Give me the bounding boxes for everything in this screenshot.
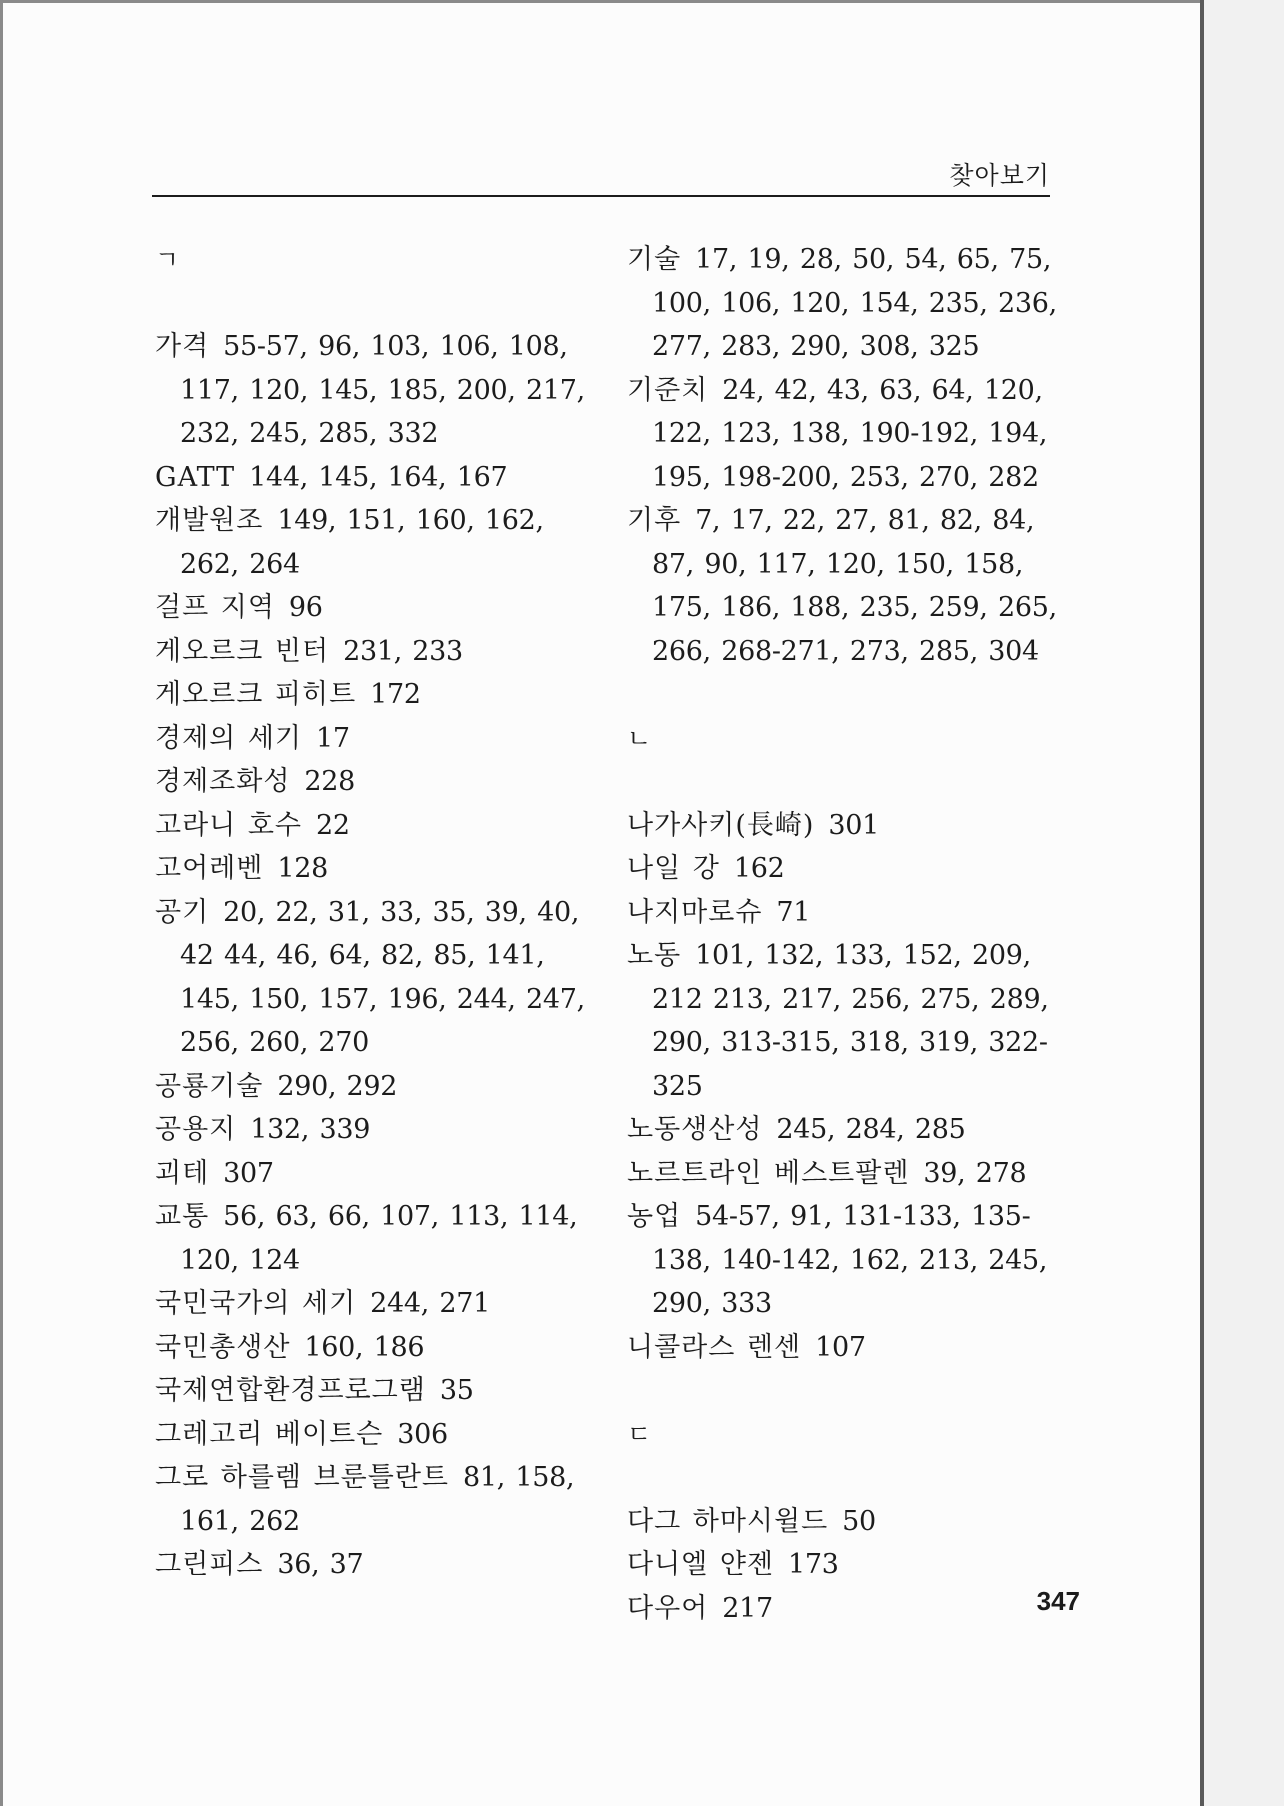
index-page-refs: 20, 22, 31, 33, 35, 39, 40, 42 44, 46, 64, 82, 85, 141, 145, 150, 157, 196, 244, 247, 256, 260, 270 <box>180 896 585 1058</box>
spacer <box>627 673 1077 717</box>
index-page-refs: 173 <box>788 1549 839 1580</box>
index-page-refs: 17 <box>316 722 350 754</box>
index-term: 교통 <box>155 1201 210 1232</box>
index-entry <box>155 499 605 586</box>
spacer <box>627 1456 1077 1500</box>
index-entry <box>155 1543 605 1587</box>
index-section-letter: ㄱ <box>155 245 180 274</box>
page-border-left <box>0 0 3 1806</box>
index-term: 게오르크 빈터 <box>155 635 330 667</box>
index-entry <box>627 934 1077 1108</box>
index-entry <box>155 1326 605 1370</box>
index-column-left <box>155 238 605 1587</box>
index-page-refs: 244, 271 <box>370 1288 490 1319</box>
spacer <box>627 760 1077 804</box>
page-border-top <box>0 0 1204 3</box>
index-term: 공룡기술 <box>155 1070 264 1102</box>
index-entry <box>627 804 1077 848</box>
index-term: 다니엘 얀젠 <box>627 1549 774 1580</box>
index-entry <box>627 369 1077 500</box>
index-entry <box>627 499 1077 673</box>
index-page-refs: 107 <box>815 1331 866 1363</box>
spacer <box>155 282 605 326</box>
index-page-refs: 55-57, 96, 103, 106, 108, 117, 120, 145, 185, 200, 217, 232, 245, 285, 332 <box>180 331 585 449</box>
index-term: 나가사키(長崎) <box>627 809 815 841</box>
index-entry <box>155 673 605 717</box>
index-term: 기술 <box>627 244 682 275</box>
index-term: 기준치 <box>627 374 709 406</box>
index-page-refs: 231, 233 <box>343 635 463 667</box>
index-term: 그레고리 베이트슨 <box>155 1418 384 1450</box>
index-page-refs: 39, 278 <box>923 1157 1027 1189</box>
index-page-refs: 132, 339 <box>250 1114 371 1145</box>
index-entry <box>627 891 1077 935</box>
index-term: 노동생산성 <box>627 1114 763 1145</box>
viewer-margin <box>1204 0 1284 1806</box>
index-term: 개발원조 <box>155 505 264 536</box>
index-term: 공기 <box>155 896 210 928</box>
index-column-right <box>627 238 1077 1630</box>
index-entry <box>155 630 605 674</box>
index-page-refs: 50 <box>842 1505 876 1537</box>
header-rule <box>152 195 1050 197</box>
index-entry <box>627 847 1077 891</box>
index-term: GATT <box>155 461 236 493</box>
running-head: 찾아보기 <box>949 161 1050 190</box>
index-page-refs: 101, 132, 133, 152, 209, 212 213, 217, 256, 275, 289, 290, 313-315, 318, 319, 322-325 <box>652 940 1049 1102</box>
index-page-refs: 36, 37 <box>277 1549 364 1580</box>
index-page-refs: 306 <box>397 1418 448 1450</box>
index-entry <box>155 1065 605 1109</box>
index-page-refs: 290, 292 <box>277 1070 398 1102</box>
index-term: 공용지 <box>155 1114 237 1145</box>
index-page-refs: 162 <box>733 853 785 884</box>
index-term: 가격 <box>155 331 210 362</box>
index-term: 니콜라스 렌센 <box>627 1331 802 1363</box>
index-page-refs: 7, 17, 22, 27, 81, 82, 84, 87, 90, 117, 120, 150, 158, 175, 186, 188, 235, 259, 265, 266, 268-271, 273, 285, 304 <box>652 505 1057 667</box>
index-term: 걸프 지역 <box>155 592 275 623</box>
index-term: 농업 <box>627 1201 682 1232</box>
index-entry <box>155 325 605 456</box>
spacer <box>627 1369 1077 1413</box>
index-page-refs: 81, 158, 161, 262 <box>180 1462 575 1537</box>
index-term: 괴테 <box>155 1157 210 1189</box>
index-entry <box>155 1282 605 1326</box>
index-term: 국제연합환경프로그램 <box>155 1375 426 1406</box>
index-page-refs: 228 <box>304 766 356 797</box>
index-term: 고라니 호수 <box>155 809 302 841</box>
index-page-refs: 96 <box>288 592 323 623</box>
index-term: 노르트라인 베스트팔렌 <box>627 1157 910 1189</box>
index-term: 고어레벤 <box>155 853 264 884</box>
index-page-refs: 71 <box>776 896 811 928</box>
index-page-refs: 144, 145, 164, 167 <box>249 461 508 493</box>
index-entry <box>155 804 605 848</box>
index-term: 그로 하를렘 브룬틀란트 <box>155 1462 449 1493</box>
index-page-refs: 24, 42, 43, 63, 64, 120, 122, 123, 138, 190-192, 194, 195, 198-200, 253, 270, 282 <box>652 374 1048 493</box>
index-page-refs: 301 <box>828 809 880 841</box>
index-term: 다그 하마시윌드 <box>627 1505 829 1537</box>
index-entry <box>155 717 605 761</box>
index-page-refs: 128 <box>277 853 328 884</box>
index-section-letter: ㄴ <box>627 723 652 753</box>
index-entry <box>627 1326 1077 1370</box>
index-term: 경제조화성 <box>155 766 291 797</box>
index-term: 노동 <box>627 940 682 971</box>
index-page-refs: 217 <box>722 1592 773 1624</box>
index-page-refs: 35 <box>439 1375 474 1406</box>
index-term: 다우어 <box>627 1592 709 1624</box>
index-term: 나일 강 <box>627 853 720 884</box>
index-term: 국민총생산 <box>155 1331 291 1363</box>
index-entry <box>155 1108 605 1152</box>
index-page-refs: 56, 63, 66, 107, 113, 114, 120, 124 <box>180 1201 578 1276</box>
index-page-refs: 54-57, 91, 131-133, 135-138, 140-142, 162, 213, 245, 290, 333 <box>652 1201 1048 1319</box>
index-entry <box>155 456 605 500</box>
index-entry <box>155 891 605 1065</box>
index-entry <box>627 1195 1077 1326</box>
index-entry <box>155 1152 605 1196</box>
index-page-refs: 17, 19, 28, 50, 54, 65, 75, 100, 106, 120, 154, 235, 236, 277, 283, 290, 308, 325 <box>652 244 1057 362</box>
index-page-refs: 160, 186 <box>304 1331 425 1363</box>
index-entry <box>627 1152 1077 1196</box>
index-page-refs: 172 <box>370 679 421 710</box>
index-term: 그린피스 <box>155 1549 264 1580</box>
index-entry <box>155 586 605 630</box>
index-term: 국민국가의 세기 <box>155 1288 357 1319</box>
index-entry <box>155 847 605 891</box>
index-term: 나지마로슈 <box>627 896 763 928</box>
index-page-refs: 245, 284, 285 <box>776 1114 966 1145</box>
index-entry <box>155 760 605 804</box>
index-term: 경제의 세기 <box>155 722 302 754</box>
index-entry <box>627 1543 1077 1587</box>
index-term: 게오르크 피히트 <box>155 679 357 710</box>
index-entry <box>627 1500 1077 1544</box>
index-entry <box>627 1108 1077 1152</box>
index-entry <box>627 238 1077 369</box>
page-number: 347 <box>1036 1586 1080 1616</box>
index-term: 기후 <box>627 505 682 536</box>
index-entry <box>155 1369 605 1413</box>
index-entry <box>155 1195 605 1282</box>
index-entry <box>155 1413 605 1457</box>
index-page-refs: 149, 151, 160, 162, 262, 264 <box>180 505 544 580</box>
index-entry <box>155 1456 605 1543</box>
index-page-refs: 307 <box>223 1157 274 1189</box>
index-page-refs: 22 <box>316 809 350 841</box>
index-section-letter: ㄷ <box>627 1419 652 1449</box>
